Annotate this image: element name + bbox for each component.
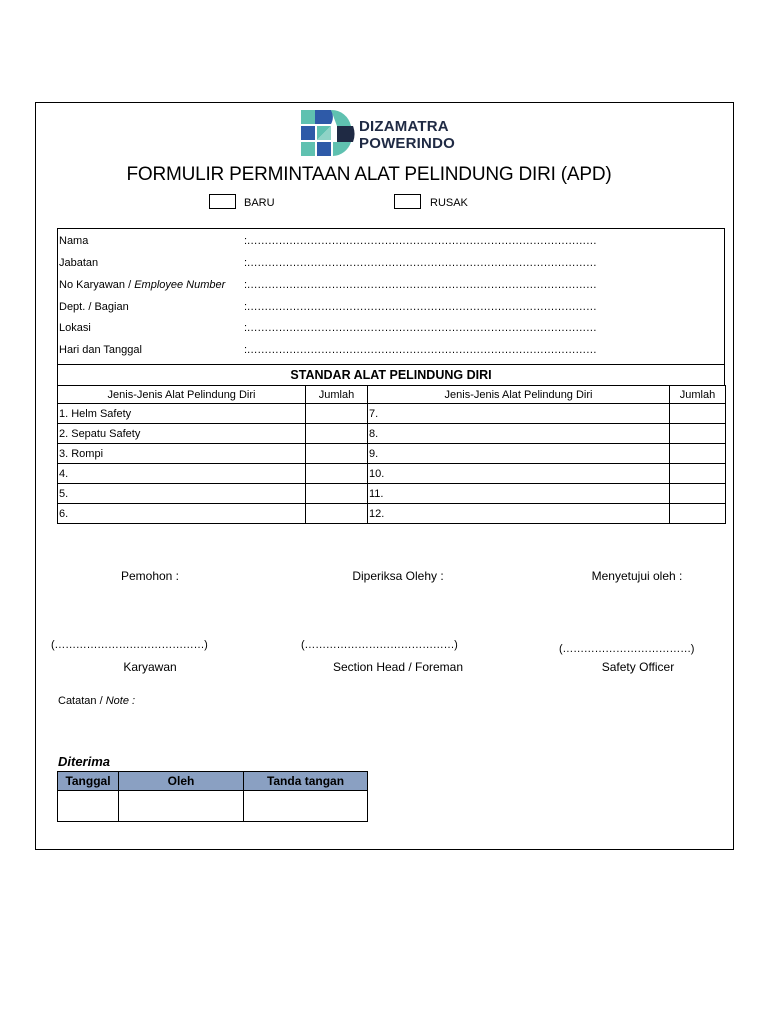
jumlah-cell[interactable] [306, 444, 368, 464]
diterima-title: Diterima [58, 754, 111, 769]
lokasi-label: Lokasi [59, 322, 91, 334]
info-row-jabatan [58, 251, 724, 273]
brand-line-2: POWERINDO [359, 135, 455, 152]
no-karyawan-text: No Karyawan / [59, 279, 135, 291]
safety-officer-label: Safety Officer [601, 660, 675, 674]
dept-field[interactable]: :……………………………………………………………………………………… [244, 301, 597, 313]
apd-table [57, 385, 726, 524]
no-karyawan-label [59, 279, 225, 291]
table-row [58, 464, 726, 484]
catatan-label: Catatan / [58, 695, 106, 707]
brand-name [359, 118, 455, 152]
info-row-lokasi [58, 316, 724, 338]
col-jenis-left: Jenis-Jenis Alat Pelindung Diri [58, 386, 306, 404]
diterima-table [57, 771, 368, 822]
item-left: 1. Helm Safety [58, 404, 306, 424]
standar-apd-title: STANDAR ALAT PELINDUNG DIRI [57, 365, 725, 385]
item-right: 8. [368, 424, 670, 444]
jumlah-cell[interactable] [670, 484, 726, 504]
item-right: 10. [368, 464, 670, 484]
menyetujui-signature-line[interactable]: (………………………………) [559, 643, 695, 655]
nama-label: Nama [59, 235, 89, 247]
item-right: 7. [368, 404, 670, 424]
table-row [58, 404, 726, 424]
info-row-hari [58, 338, 724, 360]
jumlah-cell[interactable] [670, 504, 726, 524]
item-left: 6. [58, 504, 306, 524]
diperiksa-signature-line[interactable]: (……………………………………) [301, 639, 458, 651]
jumlah-cell[interactable] [306, 464, 368, 484]
lokasi-field[interactable]: :……………………………………………………………………………………… [244, 322, 597, 334]
dept-label: Dept. / Bagian [59, 301, 129, 313]
jumlah-cell[interactable] [306, 504, 368, 524]
brand-line-1: DIZAMATRA [359, 118, 449, 135]
hari-field[interactable]: :……………………………………………………………………………………… [244, 344, 597, 356]
col-tanda-tangan: Tanda tangan [244, 772, 368, 791]
jumlah-cell[interactable] [670, 424, 726, 444]
item-left: 4. [58, 464, 306, 484]
tanggal-cell[interactable] [58, 791, 119, 822]
table-row [58, 484, 726, 504]
jumlah-cell[interactable] [306, 484, 368, 504]
info-row-dept [58, 295, 724, 317]
item-left: 3. Rompi [58, 444, 306, 464]
no-karyawan-field[interactable]: :……………………………………………………………………………………… [244, 279, 597, 291]
table-row [58, 424, 726, 444]
pemohon-signature-line[interactable]: (……………………………………) [51, 639, 208, 651]
jumlah-cell[interactable] [670, 404, 726, 424]
diperiksa-label: Diperiksa Olehy : [352, 569, 444, 583]
jabatan-field[interactable]: :……………………………………………………………………………………… [244, 257, 597, 269]
apd-table-header [58, 386, 726, 404]
col-jenis-right: Jenis-Jenis Alat Pelindung Diri [368, 386, 670, 404]
baru-label: BARU [244, 197, 275, 209]
col-tanggal: Tanggal [58, 772, 119, 791]
note-label: Note : [105, 695, 136, 707]
rusak-label: RUSAK [430, 197, 468, 209]
applicant-info-box [57, 228, 725, 365]
nama-field[interactable]: :……………………………………………………………………………………… [244, 235, 597, 247]
item-right: 12. [368, 504, 670, 524]
pemohon-label: Pemohon : [120, 569, 180, 583]
jumlah-cell[interactable] [306, 424, 368, 444]
table-row [58, 791, 368, 822]
section-head-label: Section Head / Foreman [332, 660, 464, 674]
item-left: 2. Sepatu Safety [58, 424, 306, 444]
table-row [58, 444, 726, 464]
col-oleh: Oleh [119, 772, 244, 791]
catatan-note [58, 695, 135, 707]
logo-mark-icon [301, 110, 355, 158]
oleh-cell[interactable] [119, 791, 244, 822]
tanda-tangan-cell[interactable] [244, 791, 368, 822]
jumlah-cell[interactable] [670, 444, 726, 464]
info-row-nama [58, 229, 724, 251]
info-row-no-karyawan [58, 273, 724, 295]
diterima-header [58, 772, 368, 791]
form-title: FORMULIR PERMINTAAN ALAT PELINDUNG DIRI (APD) [126, 164, 612, 185]
rusak-checkbox[interactable] [394, 194, 421, 209]
karyawan-label: Karyawan [123, 660, 177, 674]
table-row [58, 504, 726, 524]
jumlah-cell[interactable] [306, 404, 368, 424]
jumlah-cell[interactable] [670, 464, 726, 484]
company-logo [301, 110, 481, 160]
menyetujui-label: Menyetujui oleh : [591, 569, 683, 583]
col-jumlah-right: Jumlah [670, 386, 726, 404]
item-right: 9. [368, 444, 670, 464]
hari-label: Hari dan Tanggal [59, 344, 142, 356]
col-jumlah-left: Jumlah [306, 386, 368, 404]
item-left: 5. [58, 484, 306, 504]
baru-checkbox[interactable] [209, 194, 236, 209]
jabatan-label: Jabatan [59, 257, 99, 269]
employee-number-text: Employee Number [134, 279, 226, 291]
item-right: 11. [368, 484, 670, 504]
